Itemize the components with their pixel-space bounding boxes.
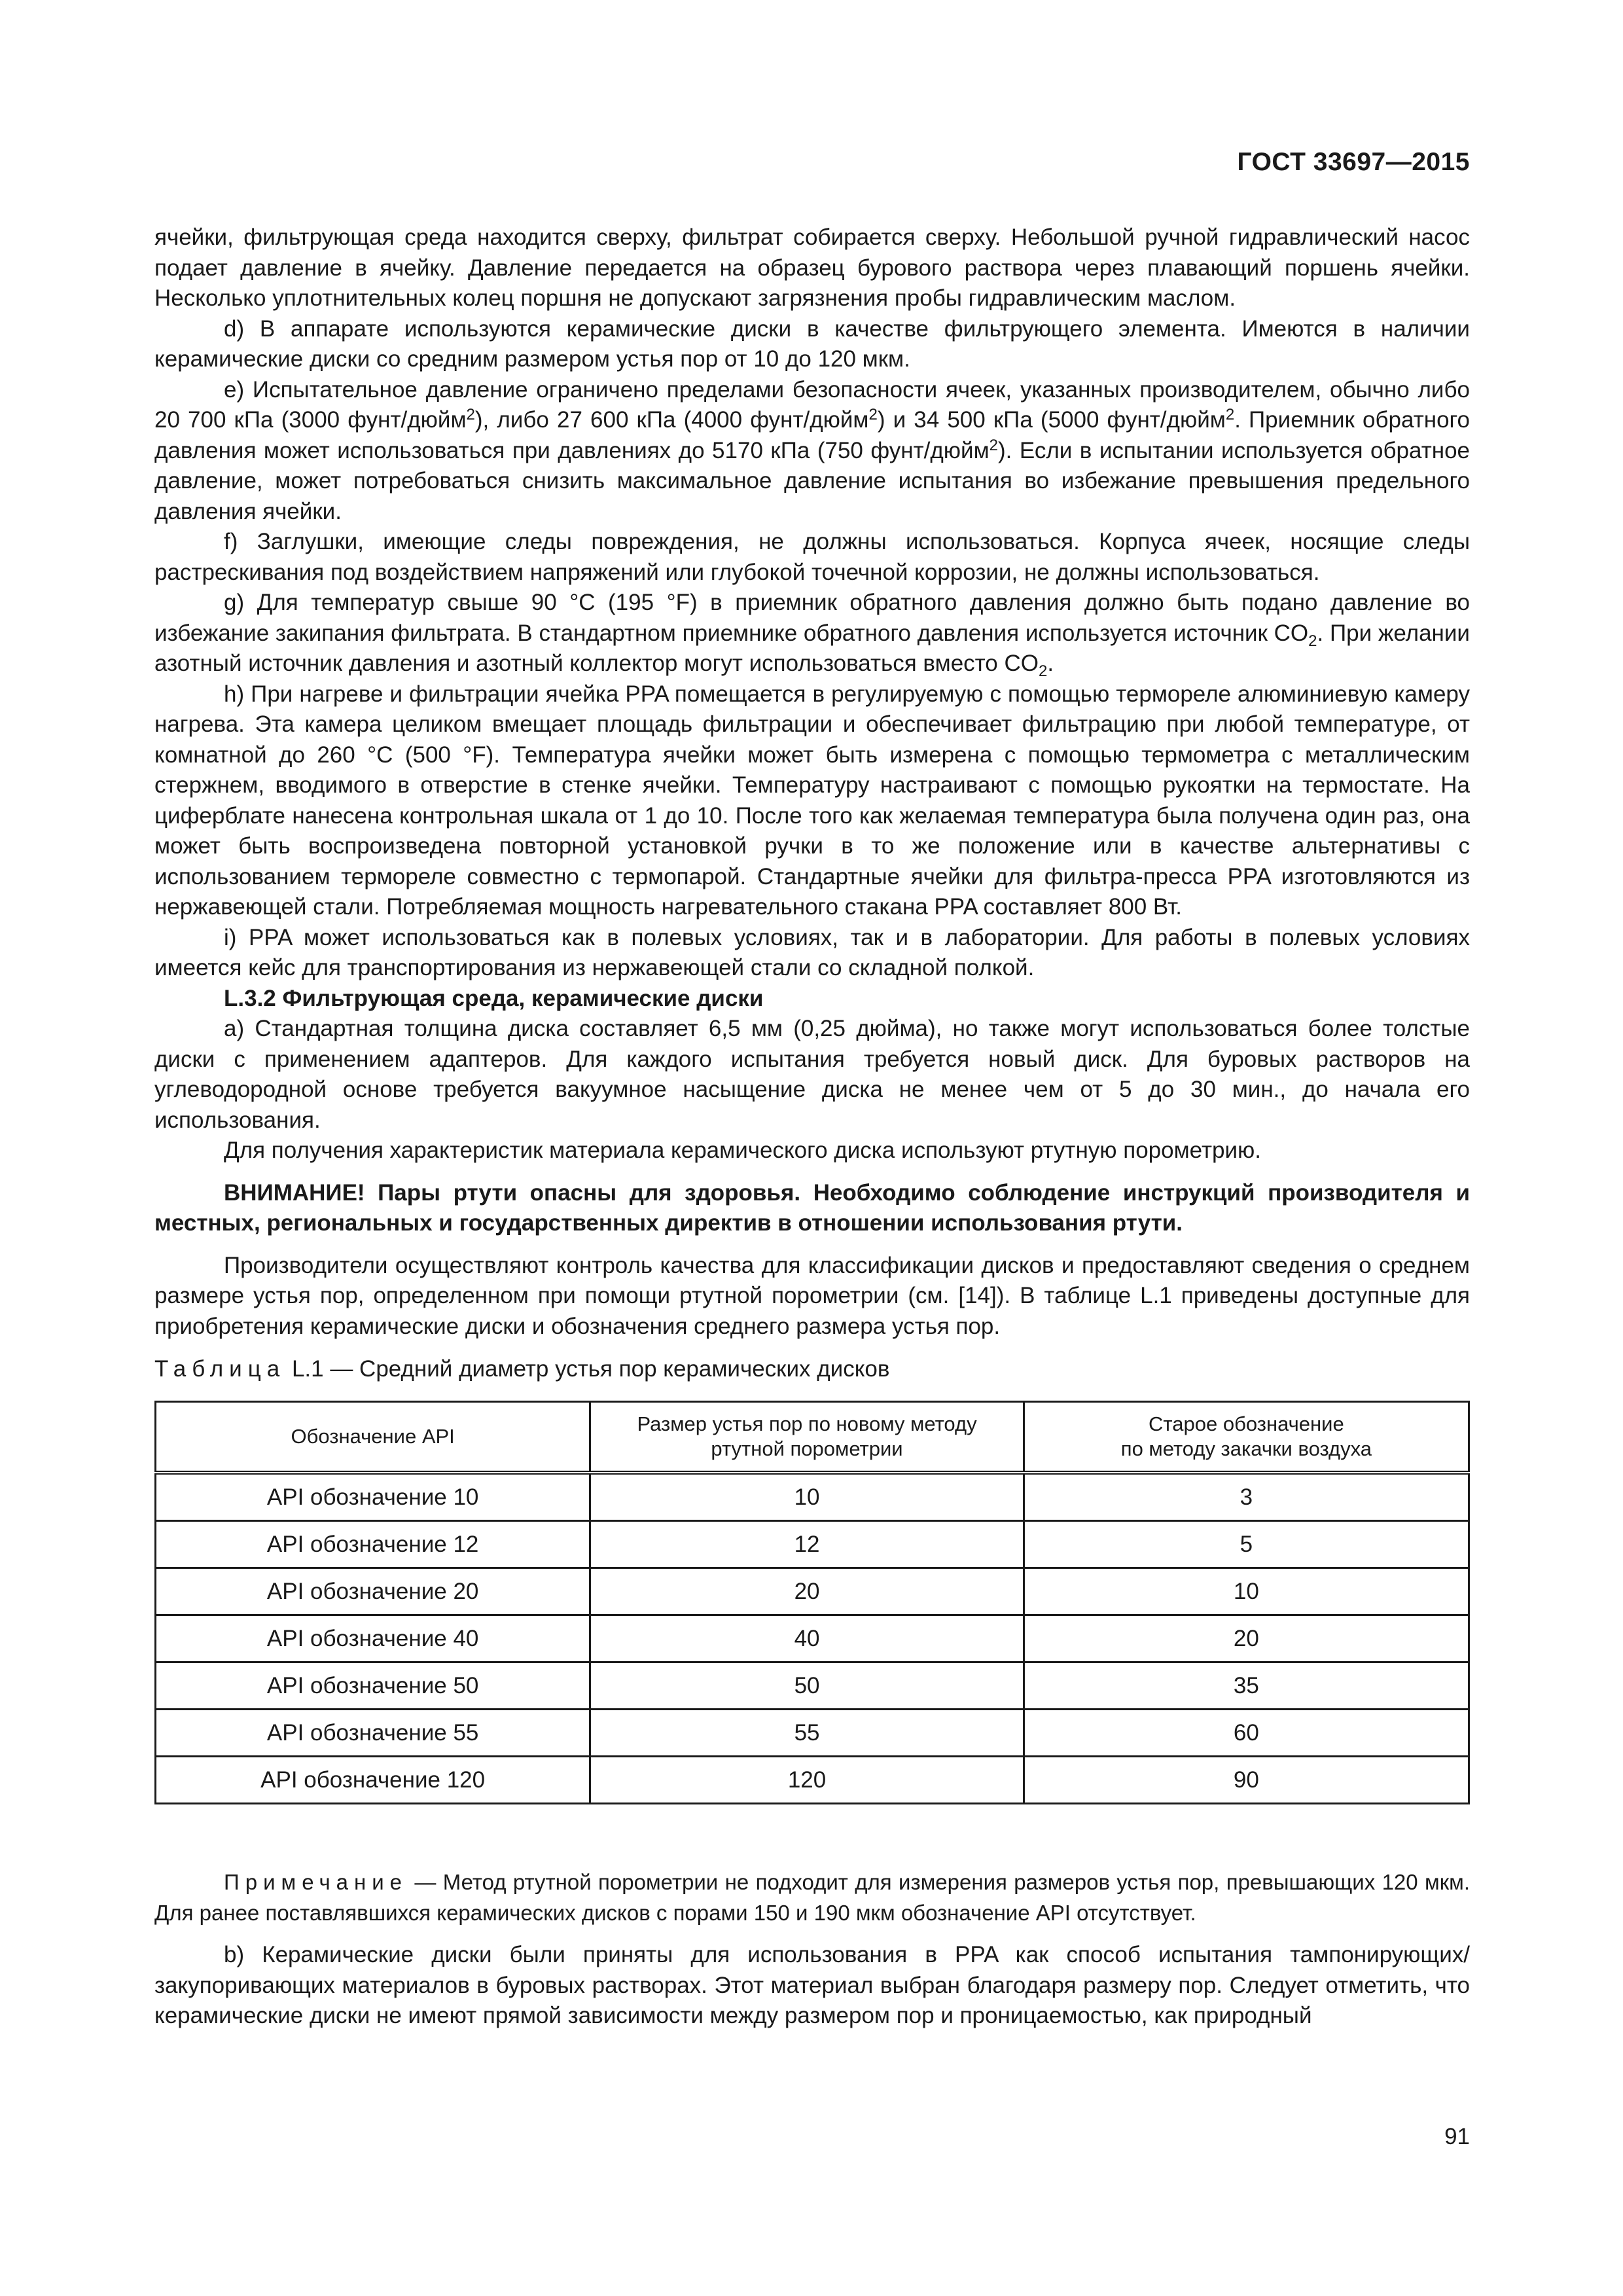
note-label: Примечание [224, 1870, 408, 1894]
paragraph-g-part-a: g) Для температур свыше 90 °C (195 °F) в приемник обратного давления должно быть подано давление во избежание закипания фильтрата. В стандартном приемнике обратного давления используется источник CO [154, 590, 1470, 646]
header-new-method-line1: Размер устья пор по новому методу [637, 1412, 977, 1435]
cell-api: API обозначение 120 [156, 1757, 590, 1804]
paragraph-b: b) Керамические диски были приняты для использования в PPA как способ испытания тампонирующих/закупоривающих материалов в буровых растворах. Этот материал выбран благодаря размеру пор. Следует отметить, что керамические диски не имеют прямой зависимости между размером пор и проницаемостью, как природный [154, 1942, 1470, 2028]
page-number: 91 [1444, 2124, 1470, 2149]
superscript: 2 [868, 406, 878, 423]
paragraph-porometry: Для получения характеристик материала керамического диска используют ртутную порометрию. [224, 1138, 1261, 1163]
note-text: — Метод ртутной порометрии не подходит для измерения размеров устья пор, превышающих 120 мкм. Для ранее поставлявшихся керамических дисков с порами 150 и 190 мкм обозначение API отсутствует. [154, 1870, 1470, 1925]
cell-new: 120 [590, 1757, 1024, 1804]
table-caption [154, 1356, 890, 1382]
header-api-designation: Обозначение API [156, 1402, 590, 1473]
cell-api: API обозначение 50 [156, 1662, 590, 1710]
table-row [156, 1568, 1469, 1615]
paragraph-g-part-b: . При желании азотный источник давления и азотный коллектор могут использоваться вместо CO [154, 620, 1470, 676]
table-row [156, 1757, 1469, 1804]
cell-old: 10 [1024, 1568, 1469, 1615]
table-caption-label: Таблица [154, 1356, 286, 1382]
body-text [154, 223, 1470, 1342]
superscript: 2 [989, 436, 998, 454]
warning-text: ВНИМАНИЕ! Пары ртути опасны для здоровья. Необходимо соблюдение инструкций производителя и местных, региональных и государственных директив в отношении использования ртути. [154, 1179, 1470, 1236]
cell-api: API обозначение 12 [156, 1521, 590, 1568]
paragraph-e-part-b: ), либо 27 600 кПа (4000 фунт/дюйм [474, 407, 869, 433]
cell-new: 10 [590, 1473, 1024, 1521]
paragraph-h: h) При нагреве и фильтрации ячейка PPA помещается в регулируемую с помощью термореле алюминиевую камеру нагрева. Эта камера целиком вмещает площадь фильтрации и обеспечивает фильтрацию при любой температуре, от комнатной до 260 °C (500 °F). Температура ячейки может быть измерена с помощью термометра с металлическим стержнем, вводимого в отверстие в стенке ячейки. Температуру настраивают с помощью рукоятки на термостате. На циферблате нанесена контрольная шкала от 1 до 10. После того как желаемая температура была получена один раз, она может быть воспроизведена повторной установкой ручки в то же положение или в качестве альтернативы с использованием термореле совместно с термопарой. Стандартные ячейки для фильтра-пресса PPA изготовляются из нержавеющей стали. Потребляемая мощность нагревательного стакана PPA составляет 800 Вт. [154, 681, 1470, 920]
superscript: 2 [1225, 406, 1235, 423]
cell-new: 20 [590, 1568, 1024, 1615]
cell-old: 60 [1024, 1710, 1469, 1757]
table-row [156, 1662, 1469, 1710]
cell-old: 35 [1024, 1662, 1469, 1710]
paragraph-g [154, 588, 1470, 679]
subscript: 2 [1039, 662, 1048, 680]
cell-new: 50 [590, 1662, 1024, 1710]
paragraph-d: d) В аппарате используются керамические диски в качестве фильтрующего элемента. Имеются в наличии керамические диски со средним размером устья пор от 10 до 120 мкм. [154, 315, 1470, 372]
paragraph-manufacturers: Производители осуществляют контроль качества для классификации дисков и предоставляют сведения о среднем размере устья пор, определенном при помощи ртутной порометрии (см. [14]). В таблице L.1 приведены доступные для приобретения керамические диски и обозначения среднего размера устья пор. [154, 1252, 1470, 1339]
table-row [156, 1473, 1469, 1521]
cell-api: API обозначение 20 [156, 1568, 590, 1615]
paragraph-a: a) Стандартная толщина диска составляет 6,5 мм (0,25 дюйма), но также могут использоваться более толстые диски с применением адаптеров. Для каждого испытания требуется новый диск. Для буровых растворов на углеводородной основе требуется вакуумное насыщение диска не менее чем от 5 до 30 мин., до начала его использования. [154, 1016, 1470, 1133]
table-note [154, 1867, 1470, 1928]
subscript: 2 [1308, 632, 1317, 650]
table-row [156, 1615, 1469, 1662]
paragraph-e [154, 375, 1470, 528]
header-old-designation-line1: Старое обозначение [1149, 1412, 1344, 1435]
paragraph-e-part-d: . Приемник обратного давления может использоваться при давлениях до 5170 кПа (750 фунт/дюйм [154, 407, 1470, 463]
cell-old: 3 [1024, 1473, 1469, 1521]
document-standard-id: ГОСТ 33697—2015 [1237, 148, 1470, 176]
pore-size-table [154, 1401, 1470, 1804]
header-old-designation [1024, 1402, 1469, 1473]
header-new-method [590, 1402, 1024, 1473]
note-block [154, 1867, 1470, 2032]
paragraph-e-part-a: e) Испытательное давление ограничено пределами безопасности ячеек, указанных производителем, обычно либо 20 700 кПа (3000 фунт/дюйм [154, 376, 1470, 433]
cell-api: API обозначение 55 [156, 1710, 590, 1757]
paragraph-g-part-c: . [1047, 651, 1054, 676]
header-new-method-line2: ртутной порометрии [711, 1437, 903, 1460]
cell-api: API обозначение 10 [156, 1473, 590, 1521]
cell-new: 55 [590, 1710, 1024, 1757]
table-row [156, 1521, 1469, 1568]
table-header-row [156, 1402, 1469, 1473]
paragraph-i: i) PPA может использоваться как в полевых условиях, так и в лаборатории. Для работы в полевых условиях имеется кейс для транспортирования из нержавеющей стали со складной полкой. [154, 924, 1470, 980]
table-row [156, 1710, 1469, 1757]
paragraph-e-part-e: ). Если в испытании используется обратное давление, может потребоваться снизить максимальное давление испытания во избежание превышения предельного давления ячейки. [154, 437, 1471, 524]
cell-old: 90 [1024, 1757, 1469, 1804]
cell-api: API обозначение 40 [156, 1615, 590, 1662]
section-heading: L.3.2 Фильтрующая среда, керамические диски [224, 985, 764, 1011]
cell-old: 5 [1024, 1521, 1469, 1568]
header-old-designation-line2: по методу закачки воздуха [1120, 1437, 1372, 1460]
cell-new: 40 [590, 1615, 1024, 1662]
paragraph-f: f) Заглушки, имеющие следы повреждения, не должны использоваться. Корпуса ячеек, носящие следы растрескивания под воздействием напряжений или глубокой точечной коррозии, не должны использоваться. [154, 529, 1470, 585]
superscript: 2 [466, 406, 475, 423]
cell-old: 20 [1024, 1615, 1469, 1662]
table-caption-text: L.1 — Средний диаметр устья пор керамических дисков [285, 1356, 890, 1382]
cell-new: 12 [590, 1521, 1024, 1568]
paragraph-e-part-c: ) и 34 500 кПа (5000 фунт/дюйм [877, 407, 1226, 433]
paragraph-continuation: ячейки, фильтрующая среда находится сверху, фильтрат собирается сверху. Небольшой ручной гидравлический насос подает давление в ячейку. Давление передается на образец бурового раствора через плавающий поршень ячейки. Несколько уплотнительных колец поршня не допускают загрязнения пробы гидравлическим маслом. [154, 224, 1470, 311]
